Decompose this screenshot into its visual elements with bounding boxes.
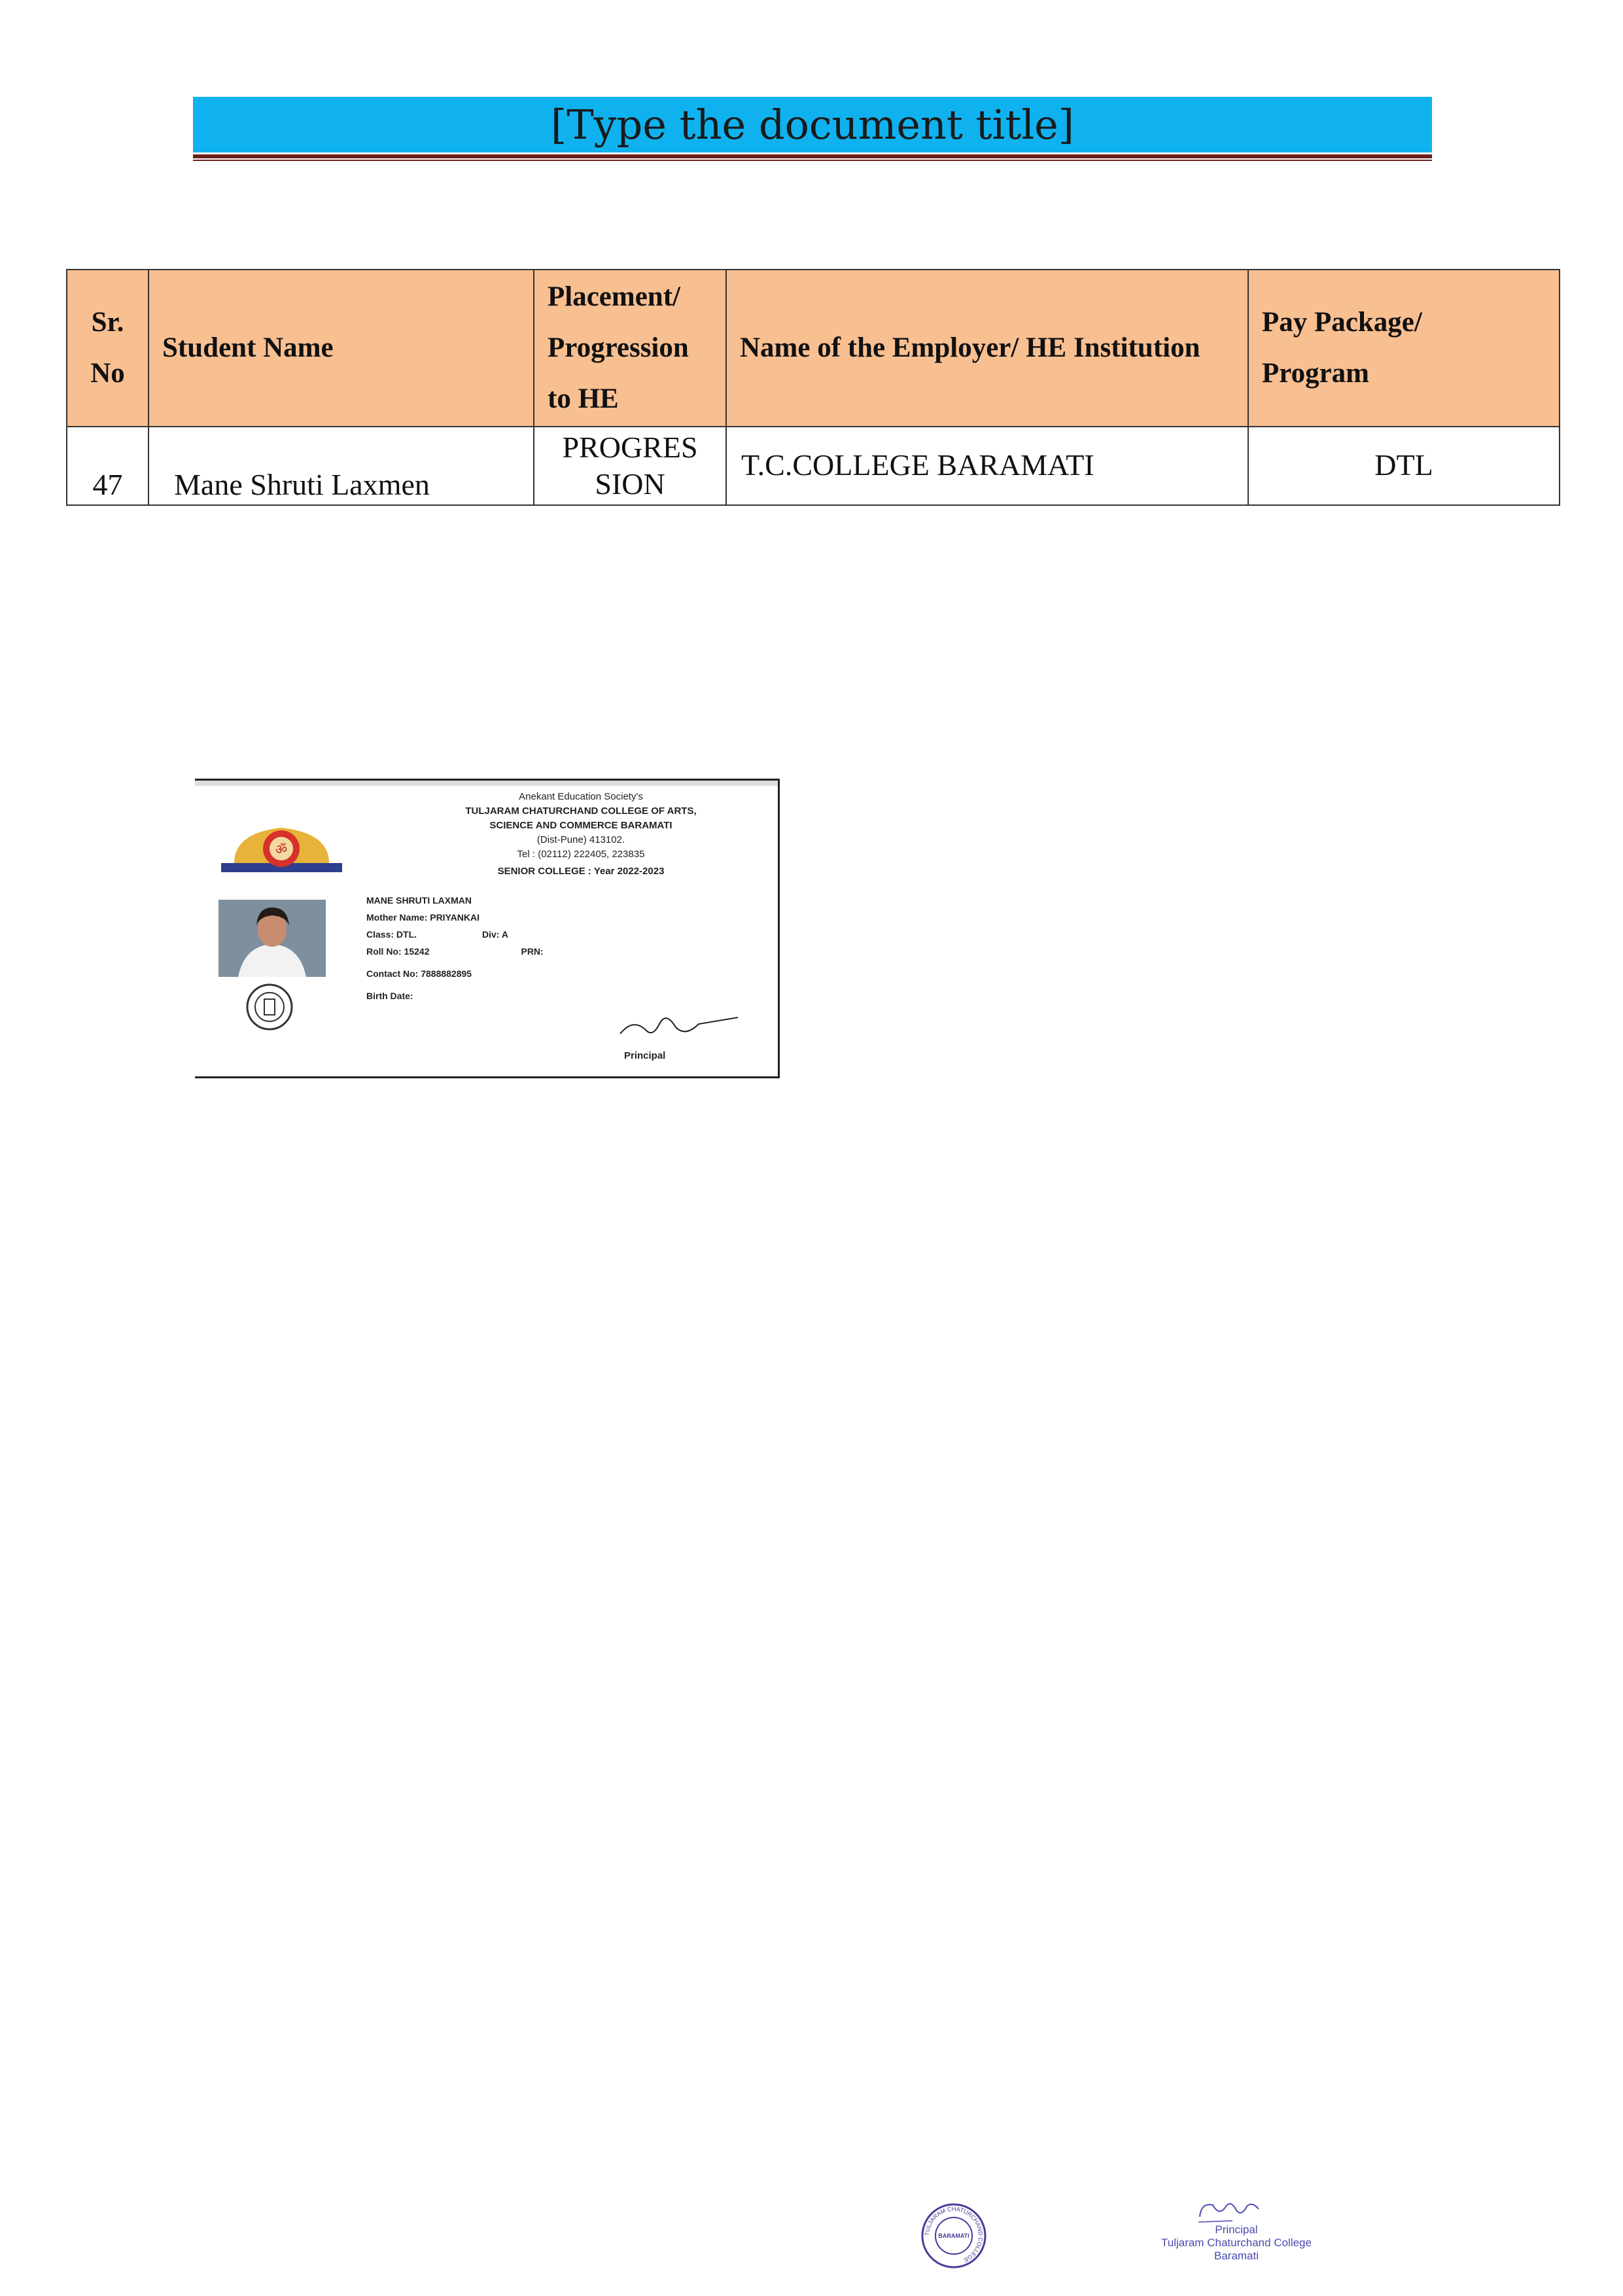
placement-table — [66, 269, 1560, 506]
card-phone: Tel : (02112) 222405, 223835 — [517, 849, 645, 860]
card-birth: Birth Date: — [366, 991, 413, 1001]
student-photo — [218, 900, 326, 977]
card-roll: Roll No: 15242 — [366, 946, 430, 957]
card-college-line2: SCIENCE AND COMMERCE BARAMATI — [489, 820, 672, 831]
card-contact: Contact No: 7888882895 — [366, 968, 472, 979]
principal-footer — [1138, 2223, 1335, 2263]
college-round-stamp-icon — [920, 2202, 988, 2270]
cell-pay-package: DTL — [1248, 427, 1560, 505]
title-rule-thin — [193, 160, 1432, 161]
col-header-placement-line2: Progression — [548, 332, 689, 363]
principal-college: Tuljaram Chaturchand College — [1161, 2236, 1312, 2249]
cell-employer: T.C.COLLEGE BARAMATI — [726, 427, 1248, 505]
title-rule — [193, 154, 1432, 158]
col-header-pay-package-line2: Program — [1262, 358, 1369, 389]
svg-text:ॐ: ॐ — [275, 843, 288, 857]
card-prn: PRN: — [521, 946, 544, 957]
card-class-row — [366, 926, 544, 943]
cell-placement — [534, 427, 726, 505]
cell-sr-no: 47 — [67, 427, 148, 505]
col-header-student-name: Student Name — [148, 270, 534, 427]
principal-town: Baramati — [1213, 2250, 1259, 2262]
principal-signature-icon — [614, 1004, 744, 1044]
card-name: MANE SHRUTI LAXMAN — [366, 895, 472, 906]
col-header-placement-line3: to HE — [548, 383, 619, 414]
stamp-center-text: BARAMATI — [938, 2233, 969, 2239]
col-header-placement — [534, 270, 726, 427]
card-header — [411, 790, 751, 879]
card-class: Class: DTL. — [366, 929, 417, 940]
col-header-pay-package-line1: Pay Package/ — [1262, 307, 1422, 338]
principal-footer-signature-icon — [1193, 2197, 1265, 2226]
table-row — [67, 427, 1560, 505]
card-society: Anekant Education Society's — [519, 791, 643, 802]
card-district: (Dist-Pune) 413102. — [536, 834, 625, 845]
col-header-employer: Name of the Employer/ HE Institution — [726, 270, 1248, 427]
college-seal-icon — [245, 982, 294, 1032]
card-roll-row — [366, 943, 544, 960]
principal-title: Principal — [1215, 2223, 1258, 2236]
college-logo-icon — [221, 820, 342, 880]
card-top-shadow — [195, 781, 778, 786]
cell-placement-line1: PROGRES — [562, 431, 698, 464]
card-mother: Mother Name: PRIYANKAI — [366, 912, 480, 923]
stamp-ring-text: TULJARAM CHATURCHAND COLLEGE — [923, 2205, 985, 2264]
col-header-sr-no-line1: Sr. — [91, 307, 124, 338]
cell-student-name: Mane Shruti Laxmen — [148, 427, 534, 505]
card-div: Div: A — [482, 929, 508, 940]
col-header-placement-line1: Placement/ — [548, 281, 680, 312]
card-principal-label: Principal — [624, 1050, 666, 1061]
cell-placement-line2: SION — [595, 467, 665, 501]
card-college-line1: TULJARAM CHATURCHAND COLLEGE OF ARTS, — [465, 805, 697, 817]
document-title-bar — [193, 97, 1432, 152]
card-year: SENIOR COLLEGE : Year 2022-2023 — [497, 866, 665, 877]
document-title: [Type the document title] — [551, 101, 1074, 149]
col-header-pay-package — [1248, 270, 1560, 427]
col-header-sr-no-line2: No — [90, 358, 125, 389]
card-student-fields — [366, 892, 544, 1004]
table-header-row — [67, 270, 1560, 427]
student-id-card-image — [195, 779, 780, 1078]
col-header-sr-no — [67, 270, 148, 427]
